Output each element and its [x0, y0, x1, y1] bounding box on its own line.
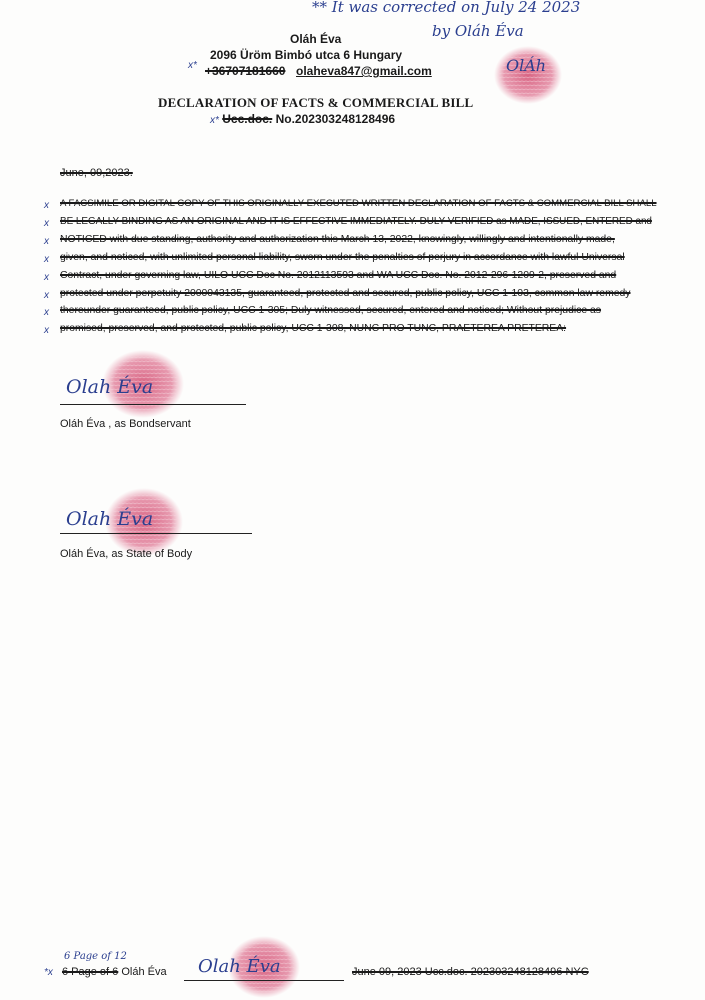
- handwritten-signature-1: Olah Éva: [66, 376, 154, 398]
- footer-page-line: [62, 966, 167, 978]
- body-line-5: Contract, under governing law, UILO UCC Doc No. 2012113593 and WA UCC Doc. No. 2012-296-1209-2, preserved and: [60, 270, 617, 281]
- correction-by-line: by Oláh Éva: [432, 22, 524, 40]
- body-line-8: promised, preserved, and protected, public policy, UCC 1-308, NUNC PRO TUNC, PRAETEREA PRETEREA:: [60, 323, 567, 334]
- header-email[interactable]: olaheva847@gmail.com: [296, 64, 432, 78]
- line-mark-1: x: [44, 200, 49, 211]
- footer-page-text: 6 Page of 6: [62, 966, 119, 978]
- header-phone: +36707181660: [205, 64, 286, 78]
- body-line-4: given, and noticed, with unlimited personal liability, sworn under the penalties of perjury in accordance with lawful Universal: [60, 252, 625, 263]
- initials-signature: OlÁh: [506, 56, 547, 75]
- body-line-2: BE LEGALLY BINDING AS AN ORIGINAL AND IT IS EFFECTIVE IMMEDIATELY. DULY VERIFIED as MADE, ISSUED, ENTERED and: [60, 216, 652, 227]
- footer-name: Oláh Éva: [118, 966, 167, 978]
- body-line-1: A FACSIMILE OR DIGITAL COPY OF THIS ORIGINALLY EXECUTED WRITTEN DECLARATION OF FACTS & COMMERCIAL BILL SHALL: [60, 198, 657, 209]
- handwritten-signature-2: Olah Éva: [66, 508, 154, 530]
- signature-caption-2: Oláh Éva, as State of Body: [60, 548, 193, 560]
- fingerprint-top: [492, 44, 564, 106]
- signature-line-1: [60, 404, 246, 405]
- line-mark-3: x: [44, 236, 49, 247]
- header-mark: x*: [188, 60, 197, 71]
- line-mark-4: x: [44, 254, 49, 265]
- document-number-line: [210, 112, 395, 126]
- body-line-6: protected under perpetuity 2000043135, guaranteed, protected and secured, public policy, UCC 1-103, common law remedy: [60, 288, 631, 299]
- doc-prefix: Ucc.doc.: [222, 112, 273, 126]
- document-date: June, 09,2023.: [60, 167, 133, 179]
- footer-date-text: June 09, 2023 Ucc.doc. 202303248128496 NYC: [352, 966, 589, 978]
- line-mark-5: x: [44, 272, 49, 283]
- line-mark-8: x: [44, 325, 49, 336]
- footer-page-correction: 6 Page of 12: [64, 951, 127, 962]
- header-address: 2096 Üröm Bimbó utca 6 Hungary: [210, 48, 403, 62]
- footer-mark: *x: [44, 967, 53, 978]
- footer-signature-line: [184, 980, 344, 981]
- line-mark-2: x: [44, 218, 49, 229]
- doc-number: No.202303248128496: [272, 112, 396, 126]
- title-mark: x*: [210, 115, 219, 126]
- header-name: Oláh Éva: [290, 32, 342, 46]
- line-mark-7: x: [44, 307, 49, 318]
- correction-note: ** It was corrected on July 24 2023: [312, 0, 581, 16]
- document-title: DECLARATION OF FACTS & COMMERCIAL BILL: [158, 95, 474, 110]
- line-mark-6: x: [44, 290, 49, 301]
- body-line-3: NOTICED with due standing, authority and authorization this March 13, 2022, knowingly, willingly and intentionally made,: [60, 234, 615, 245]
- signature-caption-1: Oláh Éva , as Bondservant: [60, 418, 191, 430]
- signature-line-2: [60, 533, 252, 534]
- footer-signature: Olah Éva: [198, 956, 281, 977]
- body-line-7: thereunder guaranteed, public policy, UCC 1-305; Duly witnessed, secured, entered and noticed; Without prejudice as: [60, 305, 602, 316]
